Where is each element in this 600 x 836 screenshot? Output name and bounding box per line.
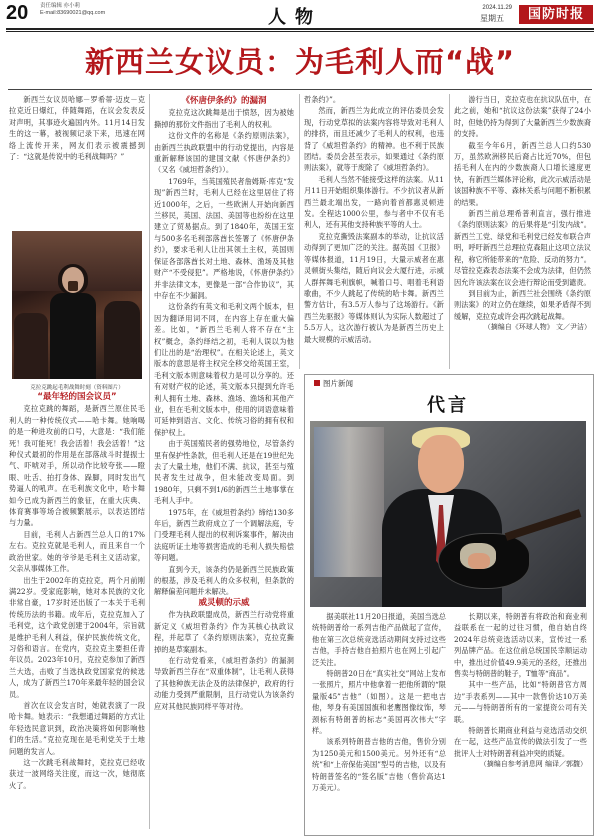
photo-news-text-left	[312, 611, 446, 831]
column-divider	[149, 94, 150, 829]
paragraph: 新西兰前总理希普利直言，强行推进《条约原则法案》的后果将是“引发内战”。新西兰工党、绿党和毛利党已经发布联合声明，呼吁新西兰总理拉克森阻止这项立法议程，称它所能带来的“危险、反动的努力”。尽管拉克森表态法案不会成为法律，但仍然因允许该法案在议会进行辩论而受到谴责。	[454, 209, 591, 287]
subheading-treaty: 《怀唐伊条约》的漏洞	[181, 96, 267, 106]
paragraph: 截至今年6月，新西兰总人口约530万，虽然欧洲移民后裔占比近70%，但包括毛利人在内的少数族裔人口增长速度更快，有新西兰媒体评论称，此次示威活动是该国种族不平等、森林关系与问题不断积累的结果。	[454, 140, 591, 207]
subheading-wellington: 威灵顿的示威	[198, 597, 250, 608]
paragraph: 目前，毛利人占新西兰总人口的17%左右。克拉克就是毛利人，而且来自一个政治世家。她的爷爷是毛利主义活动家，父亲从事媒体工作。	[9, 529, 145, 574]
paragraph: 克拉克跳的舞蹈，是新西兰原住民毛利人的一种传统仪式——哈卡舞。她响喝的是一种进攻前的口号，大意是：“我们能死！我可能死！我会活着！我会活着！”这种仪式最初的作用是在部落战斗时提振士气、吓唬对手，所以动作比较夸张——瞪眼、吐舌、拍打身体、跺脚，同时发出气势逼人的吼声。在毛利族文化中，哈卡舞如今已成为新西兰的象征，在重大庆典、体育赛事等场合被频繁展示，以表达团结与力量。	[9, 404, 145, 528]
paragraph: 特朗普20日在“真实社交”网站上发布一张照片，照片中他拿着一把他所谓的“限量版45”吉他”（如图）。这是一把电吉他，琴身有美国国旗和老鹰图像纹饰，琴颈标有特朗普的标志“美国再次伟大”字样。	[312, 669, 446, 736]
paragraph: 作为执政联盟成员，新西兰行动党将重新定义《威坦哲条约》作为其核心执政议程，并起草了《条约原则法案》，克拉克撕掉的是草案副本。	[154, 610, 294, 654]
paragraph: 该系列特朗普吉他的吉他，售价分别为1250美元和1500美元。另外还有“总统”和“上帝保佑美国”型号的吉他，以及有特朗普签名的“签名版”吉他（售价高达1万美元）。	[312, 737, 446, 793]
column-2	[154, 94, 294, 712]
paragraph: 然而，新西兰为此成立的评估委员会发现，行动党草拟的法案内容将导致对毛利人的排挤，而且还减少了毛利人的权利，也违背了《威坦哲条约》的精神。也不利于民族团结。委员会甚至表示，如果通过《条约原则法案》，就等于废除了《威坦哲条约》。	[304, 106, 444, 173]
paragraph: 克拉克这次跳舞是出于愤怒，因为被她撕掉的那份文件指出了毛利人的权利。	[154, 108, 294, 129]
paragraph: 游行当日，克拉克也在抗议队伍中，在此之前，她和“抗议这份法案”获得了24小时，但她仍持为得到了大量新西兰少数族裔的支持。	[454, 95, 591, 139]
paragraph: 由于英国殖民者的强势地位，尽管条约里有保护性条款，但毛利人还是在19世纪先去了大量土地，他们不满、抗议，甚至与殖民者发生过战争，但未能改变局面。到1980年，只剩不到1/6的新西兰土地事掌在毛利人手中。	[154, 439, 294, 506]
dancer-figure	[50, 267, 96, 379]
newspaper-logo: 国防时报	[519, 5, 593, 24]
column-4	[454, 94, 591, 374]
photo-clarke-dance	[12, 231, 142, 379]
paragraph: 其中一些产品，比如“特朗普官方周边”手表系列——其中一款售价达10万美元——与特朗普所有的一家提资公司有关联。	[454, 680, 587, 724]
square-bullet-icon	[314, 380, 320, 386]
intro-paragraph: 新西兰女议员哈娜－罗希蒂·迈皮－克拉克近日爆红，伴随舞蹈，在议会发表反对声明，其事迹火遍国内外。11月14日发生的这一幕，被视频记录下来，迅速在网络上流传开来，网友们表示被震撼到了：“这就是传说中的毛利战舞吗？”	[9, 95, 145, 162]
paragraph: 首次在议会发言时，她就表演了一段哈卡舞。她表示：“我想通过舞蹈的方式让年轻选民意识到，政治决策将如何影响他们的生活。”克拉克现在是毛利党关于土地问题的发言人。	[9, 700, 145, 756]
photo1-caption: 克拉克跳起毛利战舞时刻（资料图片）	[30, 385, 124, 391]
page-header	[0, 0, 600, 28]
feature-title: 代言	[427, 395, 469, 416]
issue-weekday: 星期五	[480, 14, 504, 23]
photo-news-text-right	[454, 611, 587, 831]
editor-info	[40, 3, 105, 17]
paragraph: 哲条约》”。	[304, 95, 341, 104]
main-headline: 新西兰女议员：为毛利人而“战”	[84, 45, 516, 79]
paragraph: 克拉克撕毁法案副本的举动，让抗议活动得到了更加广泛的关注。据英国《卫报》等媒体报道，11月19日，大量示威者在惠灵顿街头集结，随后向议会大厦行进，示威人群挥舞毛利旗帜，喊着口号、唱着毛利语歌曲，不少人跳起了传统的哈卡舞。新西兰警方估计，有3.5万人参与了这场游行。《新西兰先驱报》等媒体则认为实际人数超过了5.5万人，这次游行被认为是新西兰历史上最大规模的示威活动。	[304, 231, 444, 344]
page-number: 20	[6, 2, 29, 24]
editor-email: E-mail:83690021@qq.com	[40, 10, 106, 16]
photo-news-label: 图片新闻	[314, 378, 353, 389]
paragraph: 毛利人当然不能接受这样的法案。从11月11日开始组织集体游行。不少抗议者从新西兰最北端出发，一路向着首都惠灵顿进发。全程达1000公里，参与者中不仅有毛利人，还有其他支持种族平等的人士。	[304, 174, 444, 230]
column-1	[9, 94, 145, 162]
article-credit: （摘编自《环球人物》 文／尹洁）	[483, 323, 591, 332]
paragraph: 据美联社11月20日报道，美国当选总统特朗普给一系列吉他产品做起了宣传，他在第三次总统竞选活动期间支持过这些吉他，手持吉他自拍照片也在网上引起广泛关注。	[312, 612, 446, 667]
column-3	[304, 94, 444, 369]
column-1-lower	[9, 381, 145, 791]
editor-name: 责任编辑 亦小莉	[40, 3, 81, 9]
issue-date: 2024.11.29	[482, 5, 512, 11]
paragraph: 特朗普长期商业利益与竞选活动交织在一起，这些产品宣传的做法引发了一些批评人士对特朗普利益冲突的质疑。	[454, 726, 587, 758]
paragraph: 直到今天，该条约仍是新西兰民族政策的根基，涉及毛利人的众多权利，但条款的解释偏差问题并未解决。	[154, 564, 294, 597]
paragraph: 1769年，当英国殖民者詹姆斯·库克“发现”新西兰时，毛利人已经在这里居住了将近1000年，之后，一些欧洲人开始向新西兰移民，英国、法国、美国等也纷纷在这里建立了贸易据点。到了1840年，英国王室与500多名毛利部落酋长签署了《怀唐伊条约》，要求毛利人让出其领土主权，英国则保证各部落酋长对土地、森林、渔场及其他财产“不受侵犯”。严格地说，《怀唐伊条约》并非法律文本，更像是一部“合作协议”，其中存在不少漏洞。	[154, 176, 294, 300]
paragraph: 这份条约有英文和毛利文两个版本，但因为翻译用词不同，在内容上存在重大偏差。比如，“新西兰毛利人将不存在“主权”概念，条约绎结之初，毛利人误以为他们让出的是“治理权”。在相关论述上，英文版本的意思是将主权完全移交给英国王室，毛利文版本则意味着权力是可以分享的。还有对财产权的论述，英文版本只提到允许毛利人拥有土地、森林、渔场、渔场和其他产业，但在毛利文版本中，使用的词语意味着可延伸到语言、文化、传统习俗的拥有权和保护权上。	[154, 302, 294, 437]
column-divider	[299, 94, 300, 369]
paragraph: 这份文件的名称是《条约原则法案》，由新西兰执政联盟中的行动党提出，内容是重新解释该国的建国文献《怀唐伊条约》（又名《威坦哲条约》）。	[154, 131, 294, 175]
header-rule	[6, 28, 594, 30]
subheading-youngest-mp: “最年轻的国会议员”	[37, 392, 117, 402]
paragraph: 1975年，在《威坦哲条约》缔结130多年后，新西兰政府成立了一个调解法庭，专门受理毛利人提出的权利诉案事件，解决由法庭听证土地等损害造成的毛利人损失赔偿等问题。	[154, 507, 294, 563]
photo-news-credit: （摘编自参考消息网 编译／郭馥）	[479, 760, 587, 769]
photo-trump-guitar	[310, 421, 586, 607]
paragraph: 长期以来，特朗普有将政治和商业利益联系在一起的过往习惯，他自始自终2024年总统竞选活动以来，宣传过一系列品牌产品。在这位前总统国民幸顺运动中，推出过价值49.9美元的圣经，还推出售卖与特朗普的鞋子，T恤等“商品”。	[454, 612, 587, 679]
section-title: 人物	[268, 7, 322, 28]
paragraph: 这一次跳毛利战舞时，克拉克已经收获过一波网络关注度，而这一次，她彻底火了。	[9, 758, 145, 790]
column-divider	[449, 94, 450, 369]
header-rule-thin	[6, 31, 594, 32]
headline-rule	[8, 89, 592, 90]
paragraph: 到目前为止，新西兰社会围绕《条约原则法案》的对立仍在继续，如果矛盾得不到缓解，克拉克或许会再次跳起战舞。	[454, 288, 591, 321]
paragraph: 在行动党看来，《威坦哲条约》的漏洞导致新西兰存在“双重体制”，让毛利人获得了其他种族无法企及的法律保护，政府的行动能力受到严重限制，且行动党认为该条约应对其他民族同样平等对待。	[154, 655, 294, 711]
paragraph: 出生于2002年的克拉克，两个月前刚满22岁。受家庭影响，她对本民族的文化非常自豪，17岁时还出版了一本关于毛利传统历法的书籍。成年后，克拉克加入了毛利党，这个政党创建于2004年，宗旨就是维护毛利人利益，保护民族传统文化，习俗和语言。在党内，克拉克主要担任青年议员。2023年10月，克拉克参加了新西兰大选，击败了当选执政党国家党的候选人，成为了新西兰170年来最年轻的国会议员。	[9, 575, 145, 699]
